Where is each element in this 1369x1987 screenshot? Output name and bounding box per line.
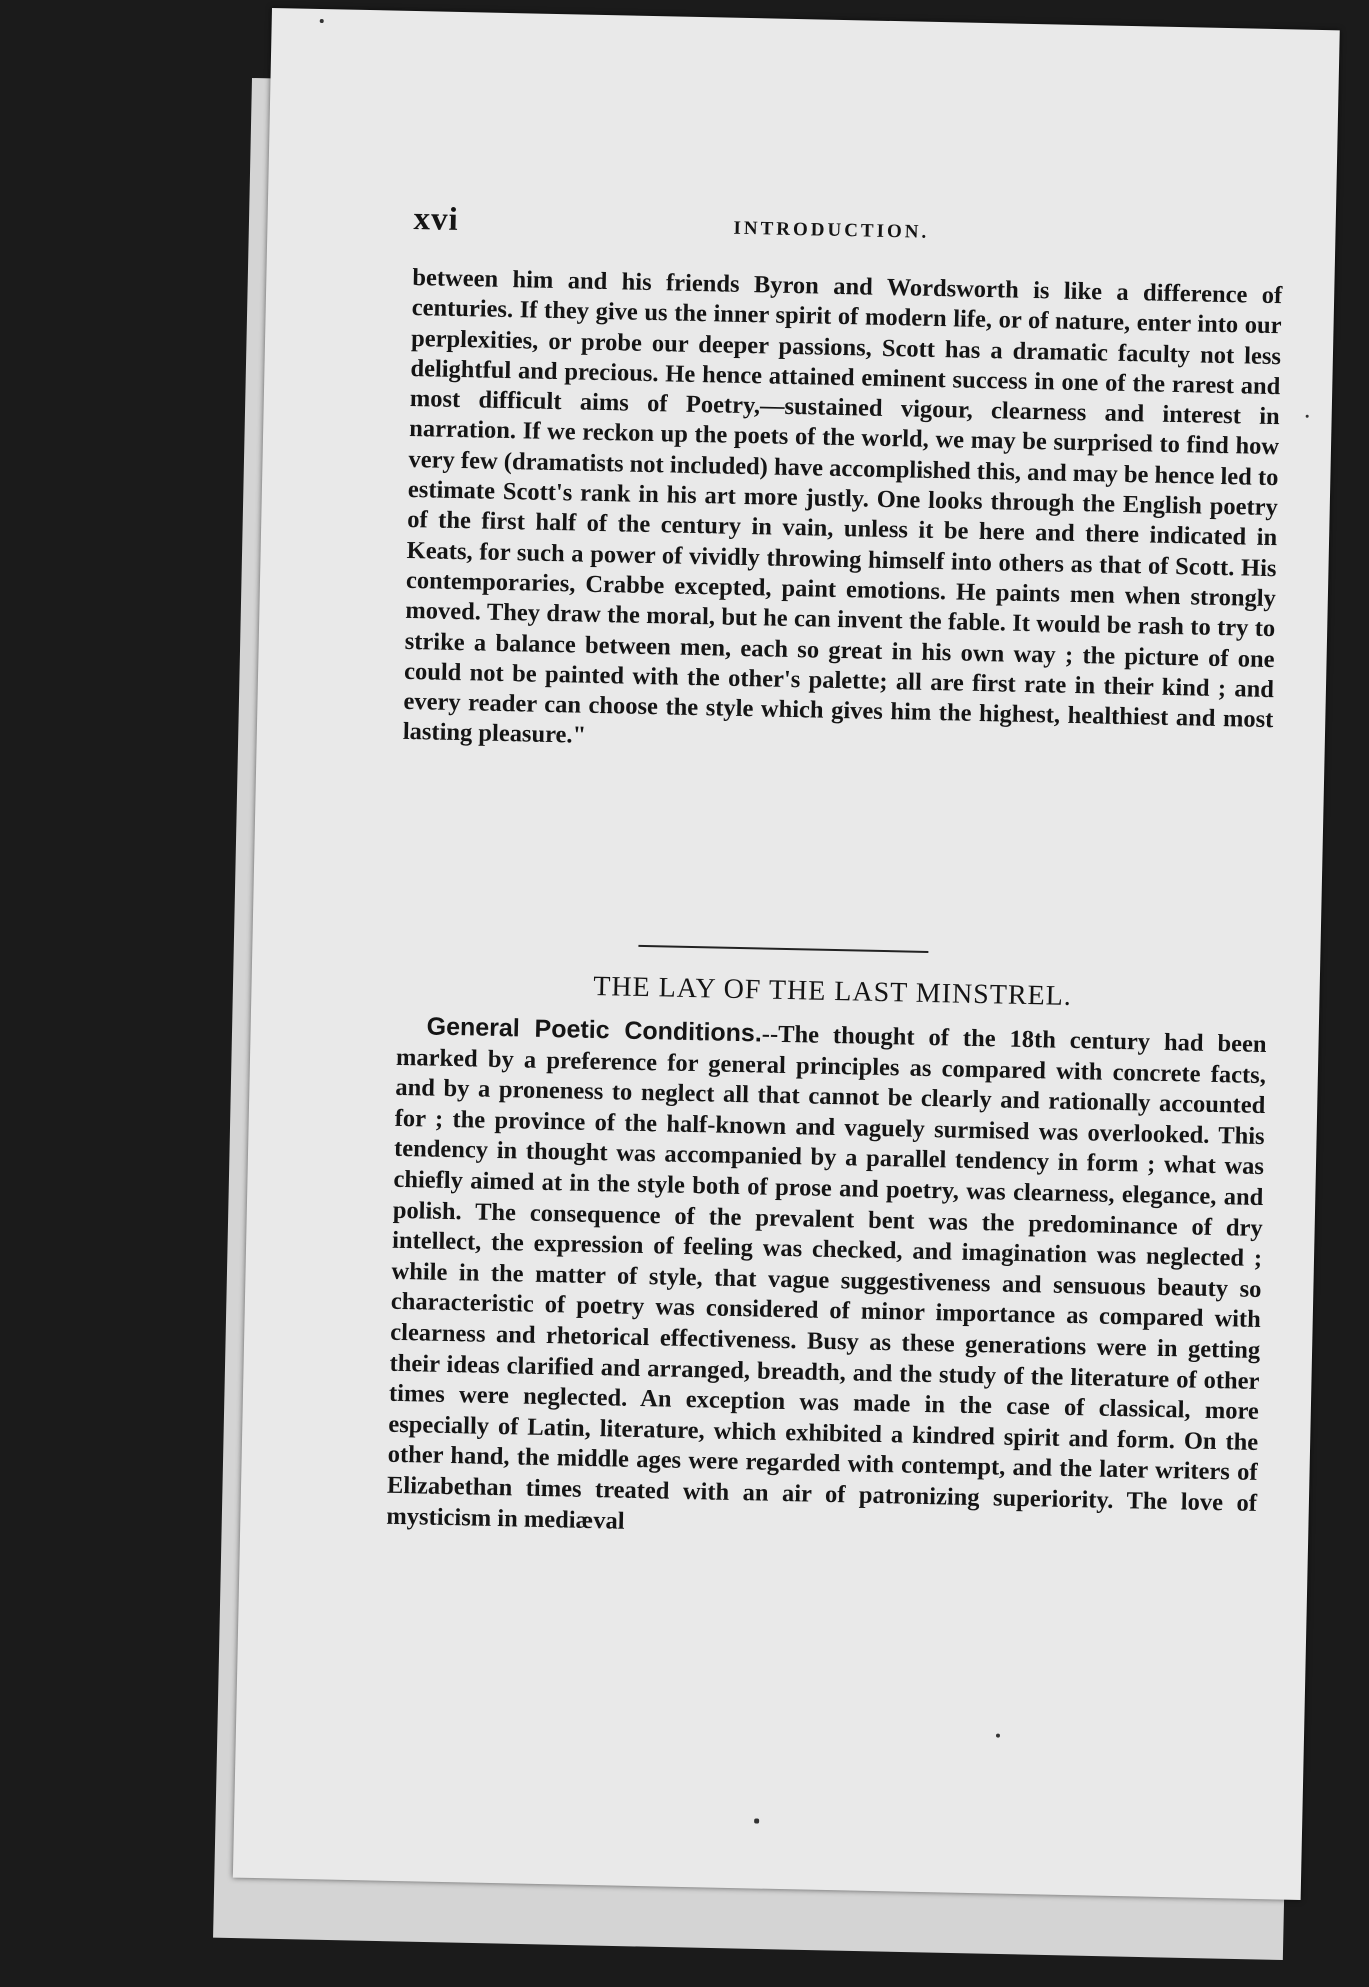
scan-speck [1306, 415, 1309, 418]
run-in-heading: General Poetic Conditions. [426, 1012, 763, 1048]
page-header [413, 201, 1274, 259]
scan-speck [996, 1734, 1000, 1738]
scan-speck [754, 1818, 759, 1823]
scan-speck [320, 19, 324, 23]
running-head: INTRODUCTION. [733, 217, 930, 243]
section-title: THE LAY OF THE LAST MINSTREL. [592, 970, 1073, 1012]
section-body-text: --The thought of the 18th century had been marked by a preference for general principles as compared with concrete facts, and by a proneness to neglect all that cannot be clearly and rationally accounted for ; the province of the half-known and vaguely surmised was overlooked. This tendency in thought was accompanied by a parallel tendency in form ; what was chiefly aimed at in the style both of prose and poetry, was clearness, elegance, and polish. The consequence of the prevalent bent was the predominance of dry intellect, the expression of feeling was checked, and imagination was neglected ; while in the matter of style, that vague suggestiveness and sensuous beauty so characteristic of poetry was considered of minor importance as compared with clearness and rhetorical effectiveness. Busy as these generations were in getting their ideas clarified and arranged, breadth, and the study of the literature of other times were neglected. An exception was made in the case of classical, more especially of Latin, literature, which exhibited a kindred spirit and form. On the other hand, the middle ages were regarded with contempt, and the later writers of Elizabethan times treated with an air of patronizing superiority. The love of mysticism in mediæval [386, 1020, 1267, 1535]
section-paragraph [386, 1011, 1267, 1550]
section-divider [638, 945, 928, 953]
continued-paragraph: between him and his friends Byron and Wordsworth is like a difference of centuries. If they give us the inner spirit of modern life, or of nature, enter into our perplexities, or probe our deeper passions, Scott has a dramatic faculty not less delightful and precious. He hence attained eminent success in one of the rarest and most difficult aims of Poetry,—sustained vigour, clearness and interest in narration. If we reckon up the poets of the world, we may be surprised to find how very few (dramatists not included) have accomplished this, and may be hence led to estimate Scott's rank in his art more justly. One looks through the English poetry of the first half of the century in vain, unless it be here and there indicated in Keats, for such a power of vividly throwing himself into others as that of Scott. His contemporaries, Crabbe excepted, paint emotions. He paints men when strongly moved. They draw the moral, but he can invent the fable. It would be rash to try to strike a balance between men, each so great in his own way ; the picture of one could not be painted with the other's palette; all are first rate in their kind ; and every reader can choose the style which gives him the highest, healthiest and most lasting pleasure." [402, 264, 1283, 750]
page-number: xvi [413, 201, 460, 238]
book-page [233, 8, 1340, 1900]
